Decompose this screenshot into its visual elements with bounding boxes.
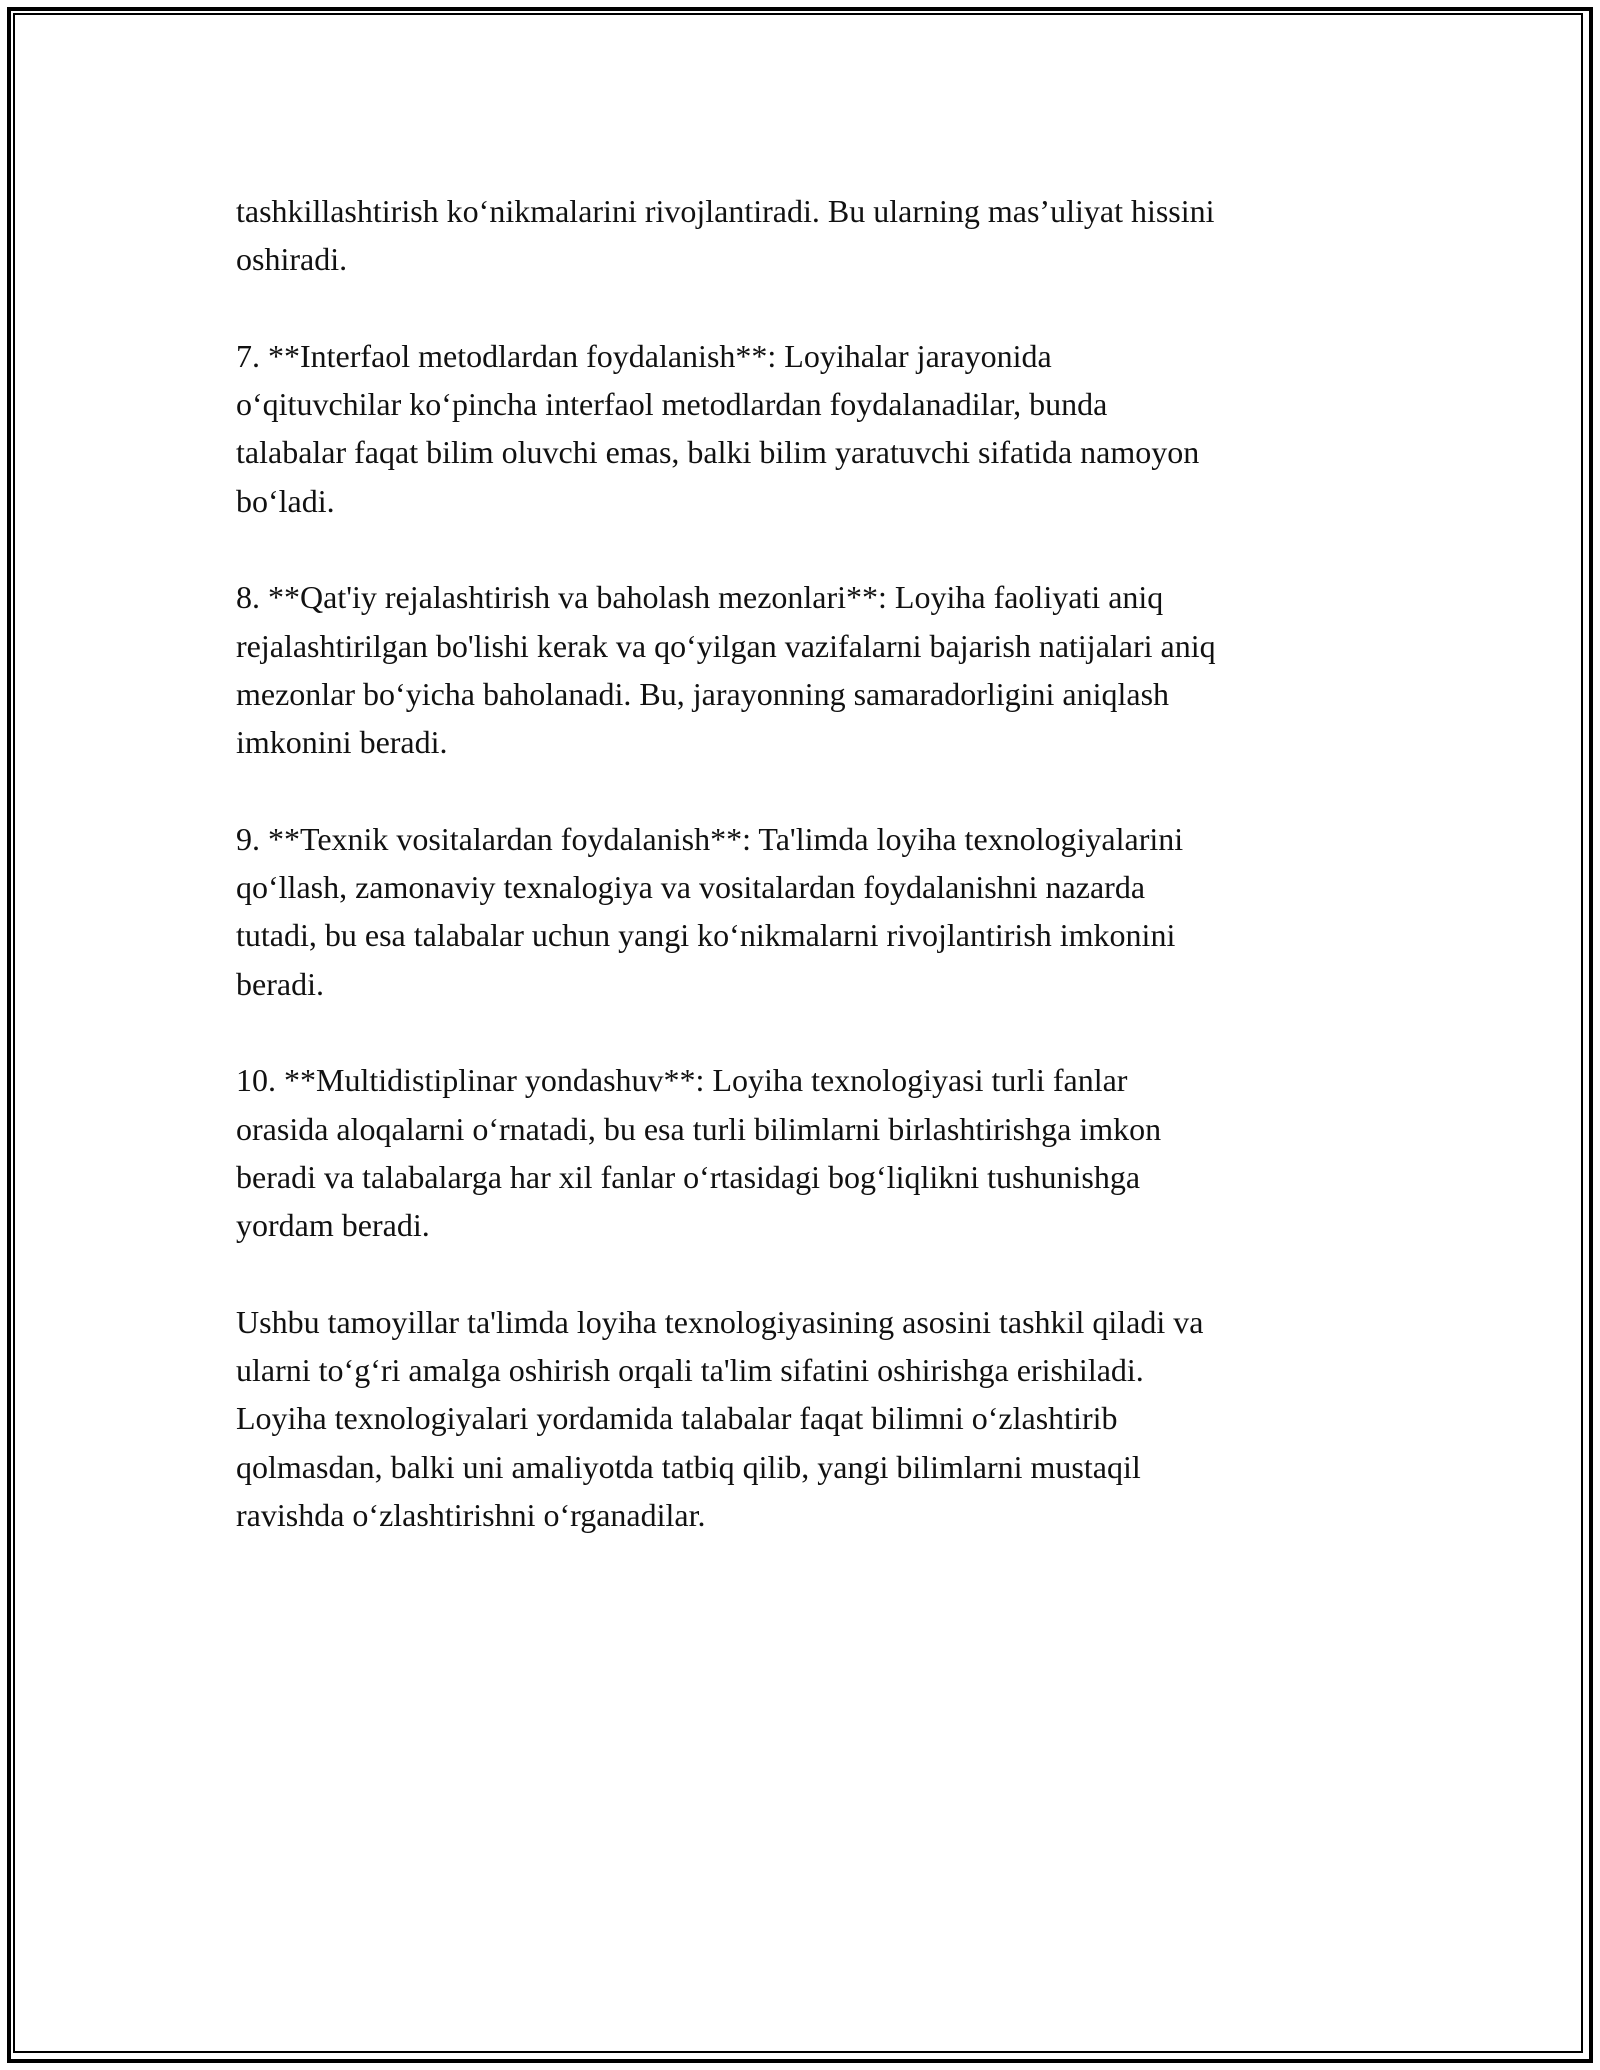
text-line: orasida aloqalarni o‘rnatadi, bu esa turli bilimlarni birlashtirishga imkon: [236, 1110, 1162, 1147]
paragraph-continuation: [236, 187, 1386, 284]
text-line: ularni to‘g‘ri amalga oshirish orqali ta'lim sifatini oshirishga erishiladi.: [236, 1352, 1144, 1389]
paragraph-item-7: [236, 332, 1386, 525]
text-line: tashkillashtirish ko‘nikmalarini rivojlantiradi. Bu ularning mas’uliyat hissini: [236, 193, 1215, 229]
text-line: rejalashtirilgan bo'lishi kerak va qo‘yilgan vazifalarni bajarish natijalari aniq: [236, 627, 1216, 664]
text-line: qolmasdan, balki uni amaliyotda tatbiq qilib, yangi bilimlarni mustaqil: [236, 1448, 1141, 1485]
paragraph-conclusion: [236, 1298, 1386, 1539]
text-line: Loyiha texnologiyalari yordamida talabalar faqat bilimni o‘zlashtirib: [236, 1400, 1118, 1437]
text-line: yordam beradi.: [236, 1207, 430, 1244]
text-line: oshiradi.: [236, 241, 348, 278]
text-line: tutadi, bu esa talabalar uchun yangi ko‘nikmalarni rivojlantirish imkonini: [236, 917, 1176, 954]
text-line: o‘qituvchilar ko‘pincha interfaol metodlardan foydalanadilar, bunda: [236, 386, 1108, 423]
text-line: ravishda o‘zlashtirishni o‘rganadilar.: [236, 1497, 706, 1534]
text-line: 9. **Texnik vositalardan foydalanish**: Ta'limda loyiha texnologiyalarini: [236, 820, 1184, 857]
paragraph-item-10: [236, 1056, 1386, 1249]
paragraph-item-9: [236, 815, 1386, 1008]
text-line: Ushbu tamoyillar ta'limda loyiha texnologiyasining asosini tashkil qiladi va: [236, 1303, 1204, 1340]
text-line: talabalar faqat bilim oluvchi emas, balki bilim yaratuvchi sifatida namoyon: [236, 434, 1200, 471]
text-line: beradi.: [236, 965, 324, 1002]
text-line: qo‘llash, zamonaviy texnalogiya va vositalardan foydalanishni nazarda: [236, 869, 1146, 906]
text-line: mezonlar bo‘yicha baholanadi. Bu, jarayonning samaradorligini aniqlash: [236, 675, 1170, 712]
text-line: imkonini beradi.: [236, 724, 448, 761]
document-body: [236, 187, 1386, 1588]
text-line: 7. **Interfaol metodlardan foydalanish**: Loyihalar jarayonida: [236, 337, 1052, 374]
text-line: 10. **Multidistiplinar yondashuv**: Loyiha texnologiyasi turli fanlar: [236, 1062, 1128, 1099]
text-line: beradi va talabalarga har xil fanlar o‘rtasidagi bog‘liqlikni tushunishga: [236, 1158, 1141, 1195]
paragraph-item-8: [236, 573, 1386, 766]
text-line: bo‘ladi.: [236, 482, 335, 519]
text-line: 8. **Qat'iy rejalashtirish va baholash mezonlari**: Loyiha faoliyati aniq: [236, 579, 1164, 616]
